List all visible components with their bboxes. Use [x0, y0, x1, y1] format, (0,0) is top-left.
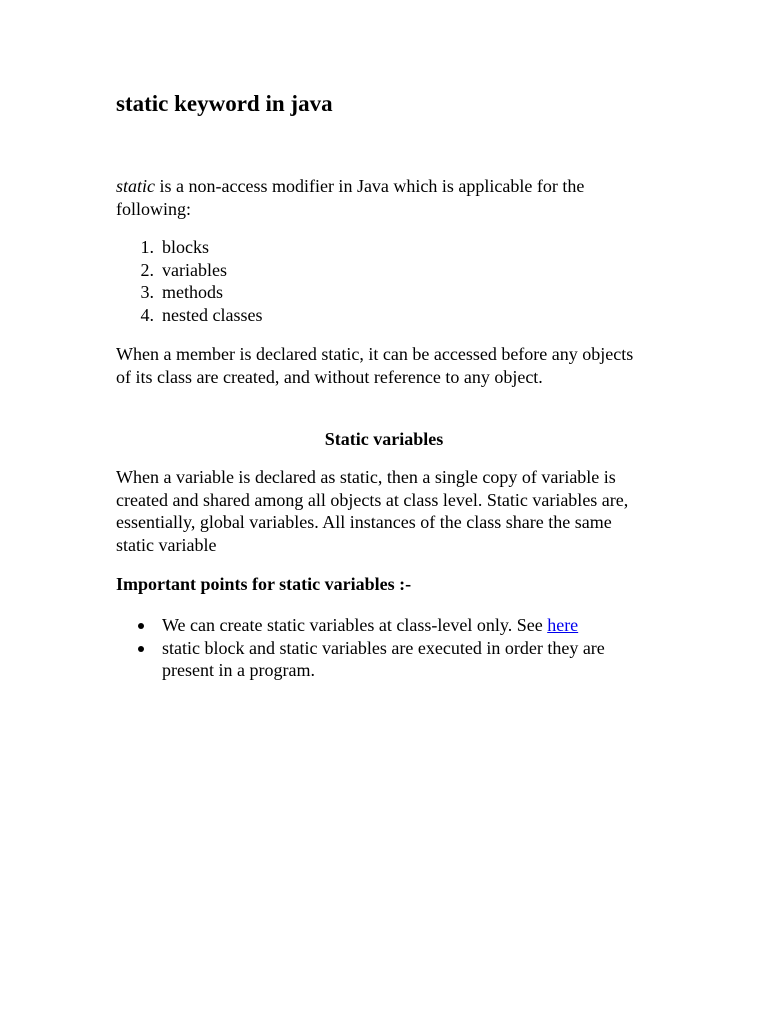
bullet-icon	[138, 646, 144, 652]
list-item-text: variables	[162, 259, 227, 280]
member-paragraph: When a member is declared static, it can be accessed before any objects of its class are created, and without reference to any object.	[116, 344, 634, 387]
document-title: static keyword in java	[116, 91, 333, 116]
point-text: static block and static variables are executed in order they are present in a program.	[162, 637, 605, 680]
list-item	[116, 637, 656, 682]
list-item	[116, 236, 262, 259]
list-item	[116, 259, 262, 282]
list-item-number: 4.	[140, 304, 154, 325]
section-heading: Static variables	[324, 429, 444, 449]
static-keyword-text: static	[116, 176, 155, 196]
list-item-text: methods	[162, 282, 223, 302]
list-item-number: 2.	[140, 259, 154, 280]
list-item-number: 3.	[140, 282, 154, 302]
intro-text: is a non-access modifier in Java which is applicable for the following:	[116, 176, 585, 219]
list-item-text: blocks	[162, 237, 209, 257]
here-link[interactable]: here	[547, 615, 579, 635]
applicable-list	[116, 236, 262, 326]
list-item	[116, 614, 656, 637]
list-item-number: 1.	[140, 237, 154, 257]
bullet-icon	[138, 623, 144, 629]
list-item	[116, 304, 262, 327]
intro-paragraph	[116, 175, 646, 220]
list-item	[116, 281, 262, 304]
points-heading: Important points for static variables :-	[116, 574, 412, 594]
point-text: We can create static variables at class-level only. See	[162, 615, 548, 635]
points-list	[116, 614, 656, 682]
variables-paragraph: When a variable is declared as static, then a single copy of variable is created and shared among all objects at class level. Static variables are, essentially, global variables. All instances of the class share the same static variable	[116, 467, 629, 555]
list-item-text: nested classes	[162, 304, 263, 325]
